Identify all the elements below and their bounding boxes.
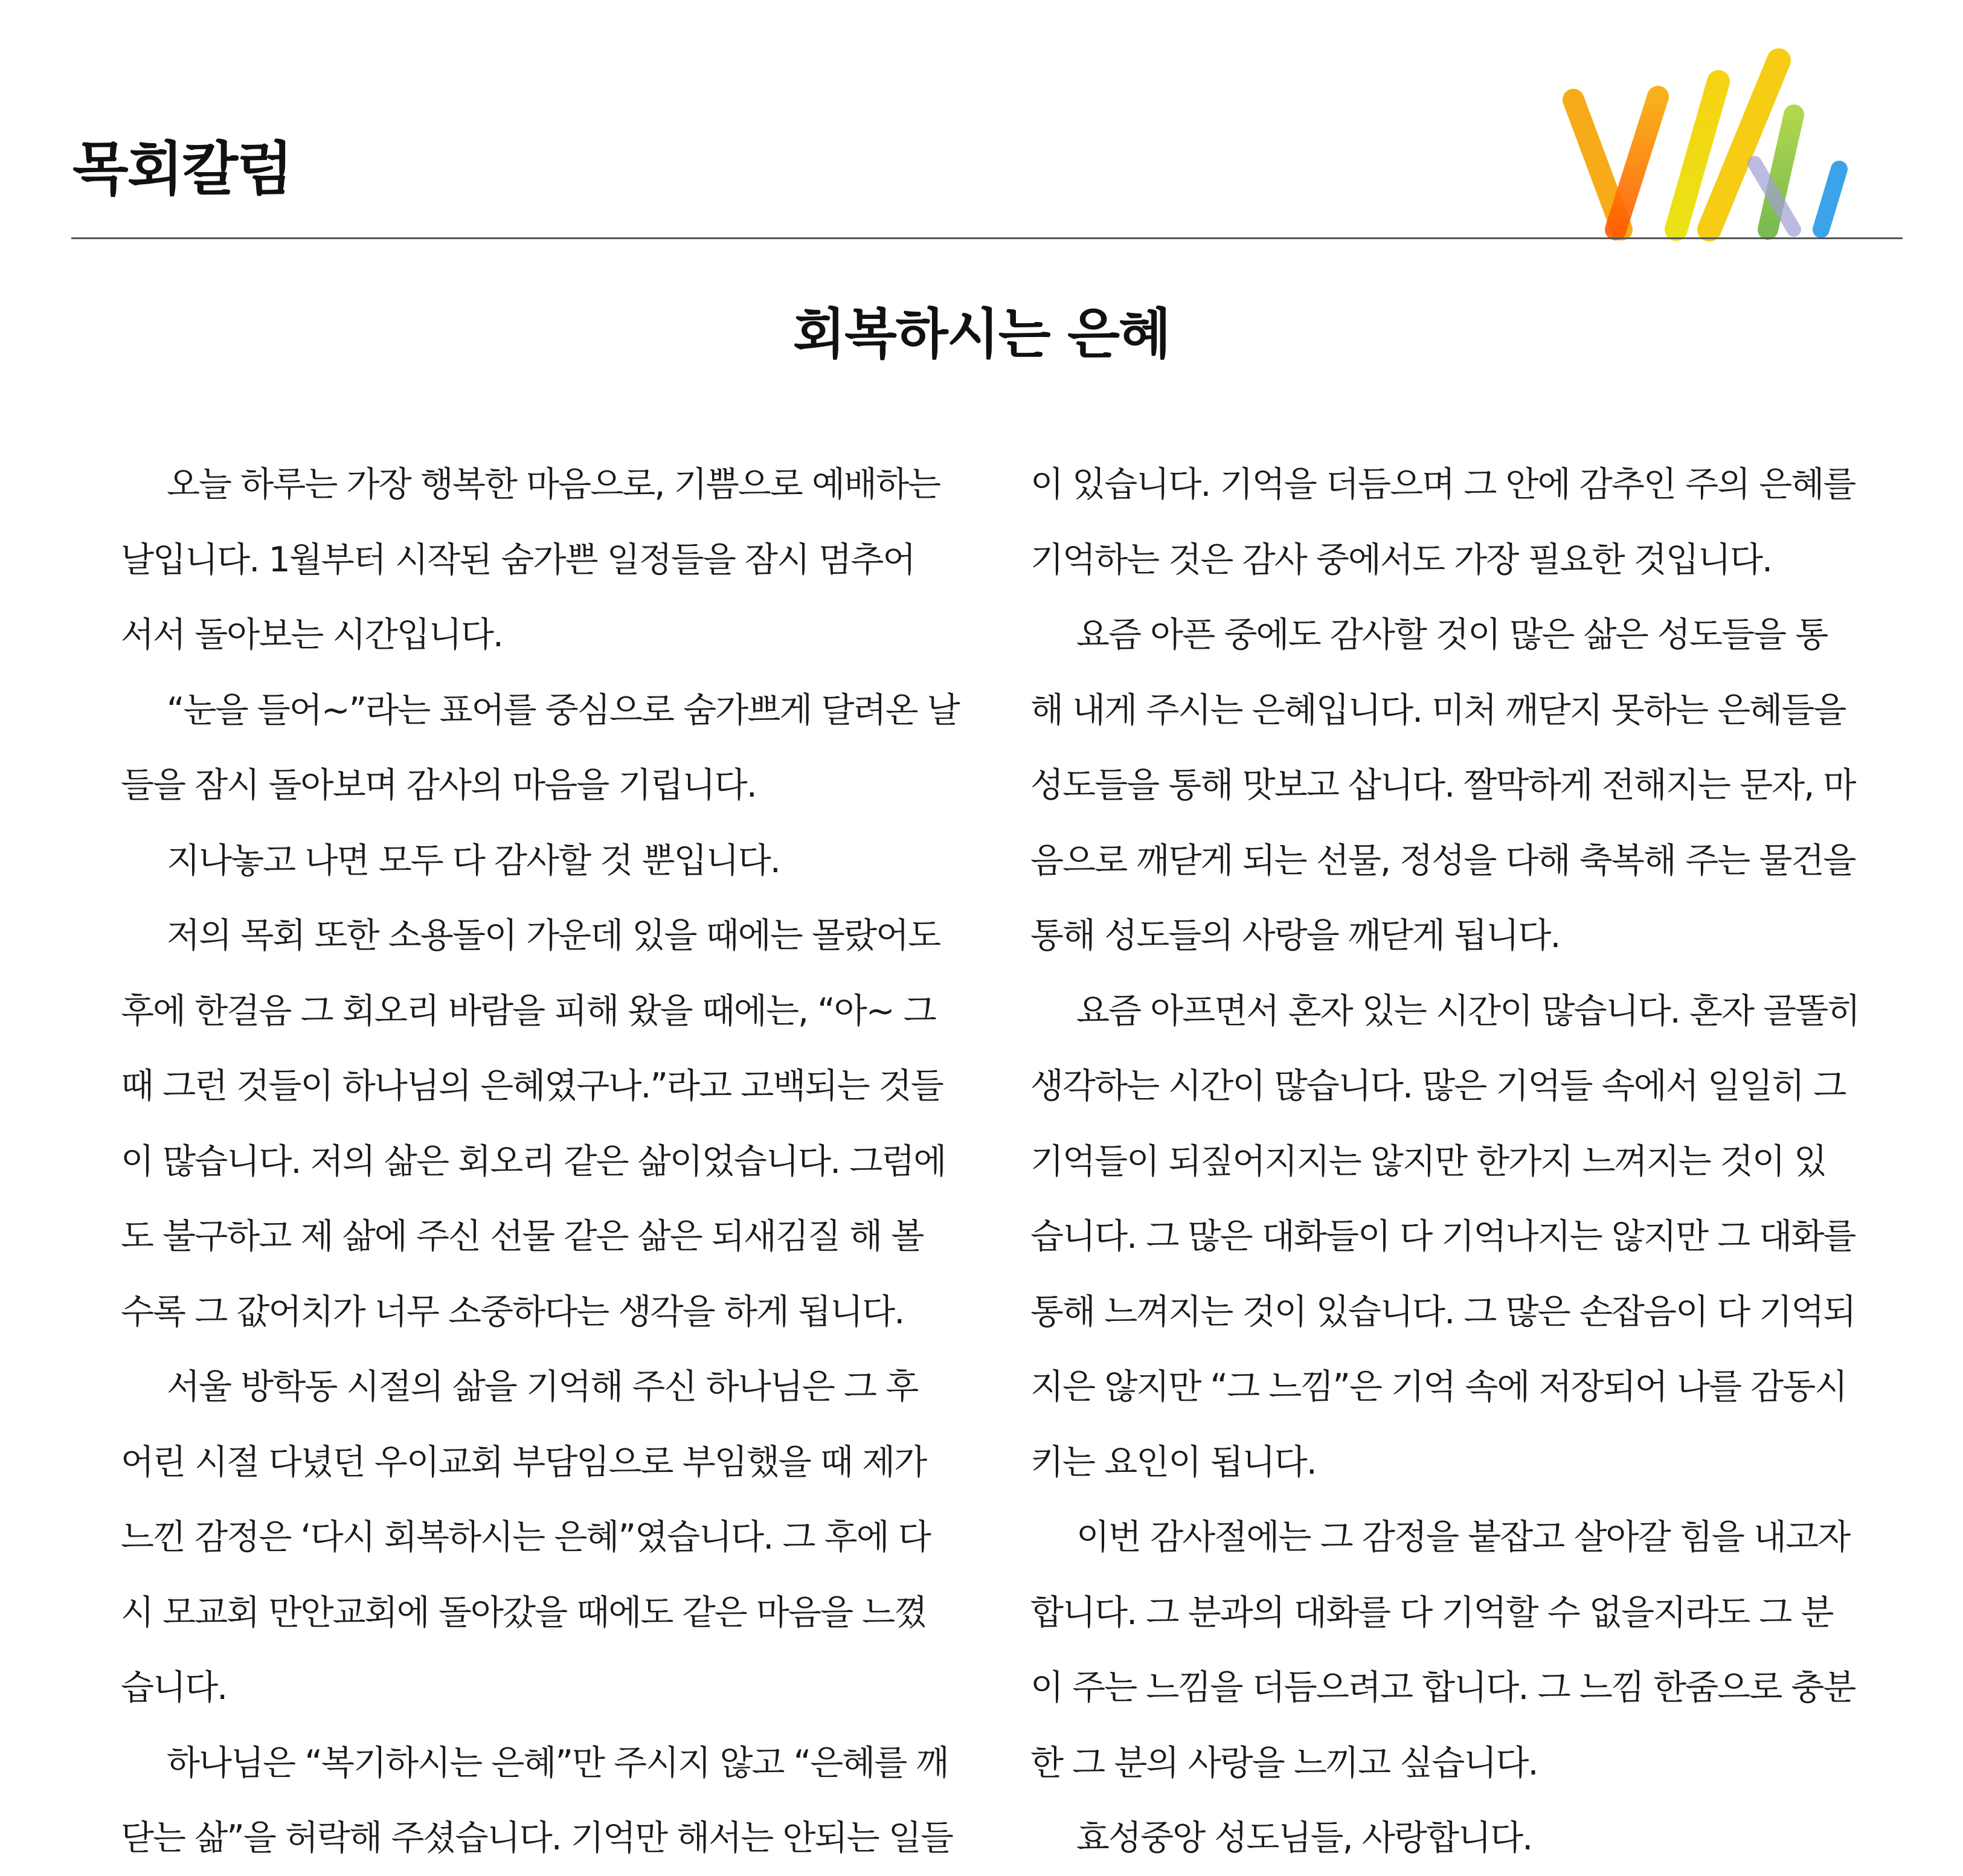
body-line: 요즘 아프면서 혼자 있는 시간이 많습니다. 혼자 골똘히 <box>1076 991 1860 1031</box>
article-body-right-column <box>1030 447 1860 1876</box>
body-line: 들을 잠시 돌아보며 감사의 마음을 기립니다. <box>121 765 756 805</box>
body-line: 이 있습니다. 기억을 더듬으며 그 안에 감추인 주의 은혜를 <box>1030 464 1855 504</box>
body-line: 하나님은 “복기하시는 은혜”만 주시지 않고 “은혜를 깨 <box>167 1743 948 1783</box>
body-line: 한 그 분의 사랑을 느끼고 싶습니다. <box>1030 1743 1538 1783</box>
header-divider <box>71 237 1903 239</box>
body-line: 성도들을 통해 맛보고 삽니다. 짤막하게 전해지는 문자, 마 <box>1030 765 1855 805</box>
body-line: 통해 성도들의 사랑을 깨닫게 됩니다. <box>1030 916 1560 956</box>
body-line: 기억하는 것은 감사 중에서도 가장 필요한 것입니다. <box>1030 539 1772 580</box>
body-line: 도 불구하고 제 삶에 주신 선물 같은 삶은 되새김질 해 볼 <box>121 1216 924 1256</box>
body-line: 효성중앙 성도님들, 사랑합니다. <box>1076 1818 1532 1858</box>
body-line: 후에 한걸음 그 회오리 바람을 피해 왔을 때에는, “아~ 그 <box>121 991 936 1031</box>
body-line: 서서 돌아보는 시간입니다. <box>121 615 503 655</box>
article-title: 회복하시는 은혜 <box>793 303 1170 366</box>
body-line: 합니다. 그 분과의 대화를 다 기억할 수 없을지라도 그 분 <box>1030 1592 1833 1633</box>
body-line: 음으로 깨닫게 되는 선물, 정성을 다해 축복해 주는 물건을 <box>1030 840 1855 881</box>
body-line: 습니다. 그 많은 대화들이 다 기억나지는 않지만 그 대화를 <box>1030 1216 1855 1256</box>
body-line: 오늘 하루는 가장 행복한 마음으로, 기쁨으로 예배하는 <box>167 464 940 504</box>
body-line: “눈을 들어~”라는 표어를 중심으로 숨가쁘게 달려온 날 <box>167 690 959 730</box>
body-line: 느낀 감정은 ‘다시 회복하시는 은혜”였습니다. 그 후에 다 <box>121 1517 930 1557</box>
body-line: 요즘 아픈 중에도 감사할 것이 많은 삶은 성도들을 통 <box>1076 615 1828 655</box>
body-line: 서울 방학동 시절의 삶을 기억해 주신 하나님은 그 후 <box>167 1367 918 1407</box>
body-line: 시 모교회 만안교회에 돌아갔을 때에도 같은 마음을 느꼈 <box>121 1592 927 1633</box>
body-line: 닫는 삶”을 허락해 주셨습니다. 기억만 해서는 안되는 일들 <box>121 1818 953 1858</box>
body-line: 지은 않지만 “그 느낌”은 기억 속에 저장되어 나를 감동시 <box>1030 1367 1847 1407</box>
body-line: 어린 시절 다녔던 우이교회 부담임으로 부임했을 때 제가 <box>121 1442 927 1482</box>
body-line: 습니다. <box>121 1668 227 1707</box>
article-body-left-column <box>121 447 959 1876</box>
body-line: 이번 감사절에는 그 감정을 붙잡고 살아갈 힘을 내고자 <box>1076 1517 1850 1557</box>
body-line: 해 내게 주시는 은혜입니다. 미처 깨닫지 못하는 은혜들을 <box>1030 690 1846 730</box>
body-line: 수록 그 값어치가 너무 소중하다는 생각을 하게 됩니다. <box>121 1291 904 1332</box>
body-line: 이 많습니다. 저의 삶은 회오리 같은 삶이었습니다. 그럼에 <box>121 1141 946 1181</box>
body-line: 생각하는 시간이 많습니다. 많은 기억들 속에서 일일히 그 <box>1030 1066 1846 1106</box>
orange-stroke-right <box>1616 97 1658 230</box>
body-line: 기억들이 되짚어지지는 않지만 한가지 느껴지는 것이 있 <box>1030 1141 1826 1181</box>
section-label: 목회칼럼 <box>72 135 292 203</box>
body-line: 때 그런 것들이 하나님의 은혜였구나.”라고 고백되는 것들 <box>121 1066 943 1106</box>
body-line: 지나놓고 나면 모두 다 감사할 것 뿐입니다. <box>167 840 780 881</box>
body-line: 키는 요인이 됩니다. <box>1030 1442 1316 1482</box>
blue-stroke <box>1821 169 1839 230</box>
body-line: 이 주는 느낌을 더듬으려고 합니다. 그 느낌 한줌으로 충분 <box>1030 1668 1855 1707</box>
body-line: 저의 목회 또한 소용돌이 가운데 있을 때에는 몰랐어도 <box>167 916 940 956</box>
body-line: 날입니다. 1월부터 시작된 숨가쁜 일정들을 잠시 멈추어 <box>121 539 915 580</box>
body-line: 통해 느껴지는 것이 있습니다. 그 많은 손잡음이 다 기억되 <box>1030 1291 1855 1332</box>
brush-strokes-logo <box>1555 48 1869 242</box>
